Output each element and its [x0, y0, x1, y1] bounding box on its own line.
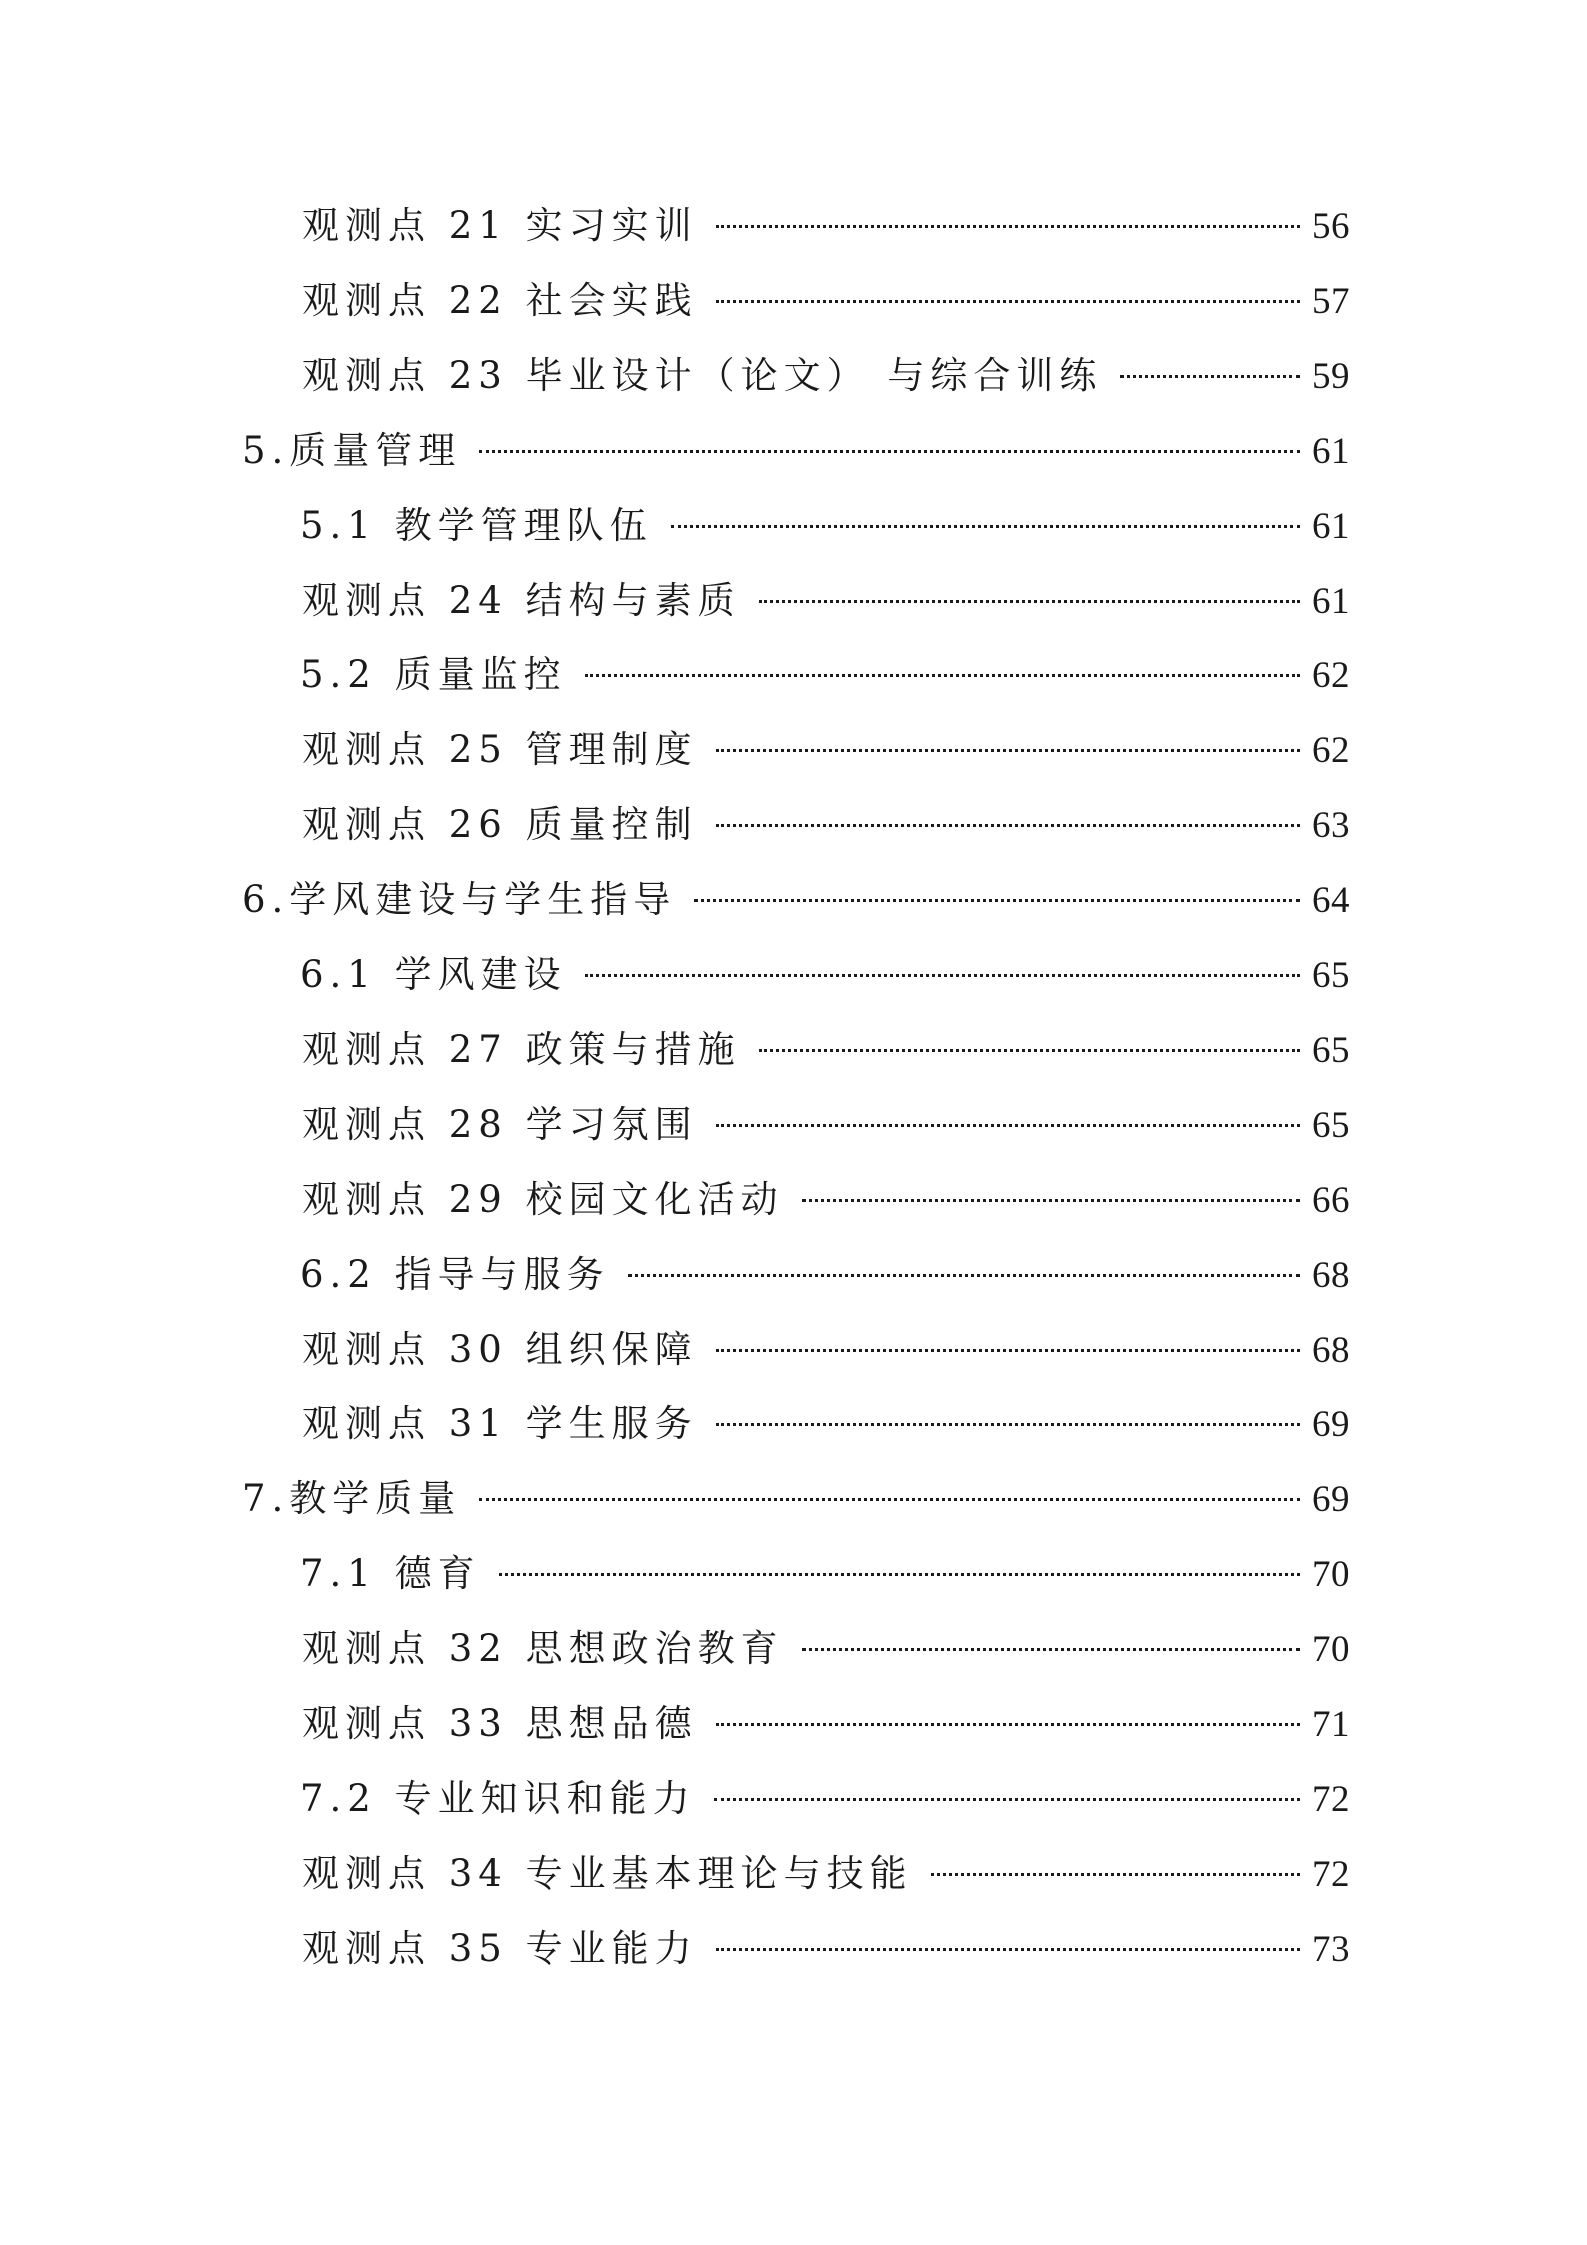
dot-leader [671, 525, 1300, 528]
dot-leader [716, 300, 1300, 303]
toc-entry-point[interactable] [302, 198, 1350, 254]
dot-leader [716, 749, 1300, 752]
toc-entry-chapter[interactable] [242, 423, 1350, 479]
dot-leader [716, 1124, 1300, 1127]
toc-entry-point[interactable] [302, 1022, 1350, 1078]
toc-entry-point[interactable] [302, 348, 1350, 404]
toc-entry-label: 5.1 教学管理队伍 [300, 503, 653, 547]
dot-leader [802, 1199, 1300, 1202]
toc-entry-point[interactable] [302, 1172, 1350, 1228]
toc-entry-point[interactable] [302, 722, 1350, 778]
toc-entry-section[interactable] [300, 498, 1350, 554]
toc-entry-page-number: 62 [1312, 655, 1350, 697]
toc-entry-page-number: 68 [1312, 1254, 1350, 1296]
toc-entry-section[interactable] [300, 647, 1350, 703]
toc-entry-point[interactable] [302, 1097, 1350, 1153]
toc-entry-page-number: 73 [1312, 1928, 1350, 1970]
dot-leader [759, 600, 1300, 603]
toc-entry-point[interactable] [302, 1621, 1350, 1677]
toc-entry-chapter[interactable] [242, 1471, 1350, 1527]
toc-entry-label: 7.2 专业知识和能力 [300, 1776, 696, 1820]
dot-leader [499, 1573, 1300, 1576]
dot-leader [716, 1349, 1300, 1352]
toc-entry-label: 观测点 32 思想政治教育 [302, 1627, 784, 1671]
toc-entry-section[interactable] [300, 1247, 1350, 1303]
dot-leader [694, 899, 1300, 902]
toc-entry-page-number: 59 [1312, 355, 1350, 397]
toc-entry-point[interactable] [302, 1322, 1350, 1378]
dot-leader [628, 1274, 1300, 1277]
toc-entry-label: 7.1 德育 [300, 1552, 481, 1596]
toc-entry-point[interactable] [302, 797, 1350, 853]
dot-leader [716, 225, 1300, 228]
toc-entry-point[interactable] [302, 1921, 1350, 1977]
toc-entry-point[interactable] [302, 1696, 1350, 1752]
toc-entry-label: 观测点 22 社会实践 [302, 278, 698, 322]
toc-entry-page-number: 61 [1312, 505, 1350, 547]
dot-leader [716, 824, 1300, 827]
toc-entry-section[interactable] [300, 947, 1350, 1003]
toc-entry-label: 观测点 35 专业能力 [302, 1926, 698, 1970]
dot-leader [585, 974, 1300, 977]
toc-entry-label: 5.质量管理 [242, 428, 462, 472]
dot-leader [716, 1423, 1300, 1426]
toc-entry-page-number: 64 [1312, 880, 1350, 922]
toc-entry-page-number: 69 [1312, 1404, 1350, 1446]
toc-entry-page-number: 72 [1312, 1853, 1350, 1895]
toc-entry-label: 观测点 30 组织保障 [302, 1327, 698, 1371]
toc-entry-label: 6.学风建设与学生指导 [242, 878, 677, 922]
toc-entry-page-number: 65 [1312, 1029, 1350, 1071]
dot-leader [802, 1648, 1300, 1651]
toc-entry-point[interactable] [302, 1396, 1350, 1452]
toc-entry-label: 观测点 24 结构与素质 [302, 578, 741, 622]
toc-entry-page-number: 61 [1312, 430, 1350, 472]
toc-entry-page-number: 57 [1312, 280, 1350, 322]
toc-entry-label: 6.2 指导与服务 [300, 1252, 610, 1296]
toc-entry-label: 观测点 31 学生服务 [302, 1402, 698, 1446]
toc-entry-point[interactable] [302, 1846, 1350, 1902]
toc-entry-page-number: 66 [1312, 1179, 1350, 1221]
toc-entry-label: 观测点 21 实习实训 [302, 204, 698, 247]
toc-entry-point[interactable] [302, 573, 1350, 629]
toc-entry-label: 观测点 28 学习氛围 [302, 1102, 698, 1146]
toc-entry-page-number: 69 [1312, 1479, 1350, 1521]
toc-entry-section[interactable] [300, 1771, 1350, 1827]
dot-leader [585, 674, 1300, 677]
toc-entry-page-number: 72 [1312, 1778, 1350, 1820]
toc-entry-label: 7.教学质量 [242, 1477, 462, 1521]
toc-entry-label: 观测点 27 政策与措施 [302, 1027, 741, 1071]
toc-entry-label: 6.1 学风建设 [300, 953, 567, 996]
toc-entry-label: 观测点 33 思想品德 [302, 1702, 698, 1745]
dot-leader [479, 1498, 1300, 1501]
dot-leader [759, 1049, 1300, 1052]
toc-entry-point[interactable] [302, 273, 1350, 329]
dot-leader [716, 1948, 1300, 1951]
toc-entry-label: 观测点 34 专业基本理论与技能 [302, 1851, 913, 1895]
dot-leader [714, 1798, 1300, 1801]
toc-entry-page-number: 68 [1312, 1329, 1350, 1371]
toc-entry-label: 观测点 29 校园文化活动 [302, 1177, 784, 1221]
dot-leader [931, 1873, 1300, 1876]
toc-entry-chapter[interactable] [242, 872, 1350, 928]
toc-entry-section[interactable] [300, 1546, 1350, 1602]
toc-entry-page-number: 65 [1312, 1104, 1350, 1146]
toc-entry-page-number: 62 [1312, 730, 1350, 772]
toc-entry-label: 5.2 质量监控 [300, 653, 567, 697]
toc-entry-page-number: 56 [1312, 206, 1350, 247]
toc-entry-label: 观测点 25 管理制度 [302, 728, 698, 772]
toc-entry-page-number: 70 [1312, 1554, 1350, 1596]
dot-leader [479, 450, 1300, 453]
dot-leader [1120, 375, 1300, 378]
toc-entry-page-number: 61 [1312, 580, 1350, 622]
toc-entry-label: 观测点 23 毕业设计（论文） 与综合训练 [302, 353, 1103, 397]
toc-entry-page-number: 63 [1312, 805, 1350, 847]
toc-entry-label: 观测点 26 质量控制 [302, 803, 698, 847]
toc-entry-page-number: 65 [1312, 955, 1350, 996]
dot-leader [716, 1723, 1300, 1726]
toc-entry-page-number: 70 [1312, 1629, 1350, 1671]
toc-entry-page-number: 71 [1312, 1704, 1350, 1745]
